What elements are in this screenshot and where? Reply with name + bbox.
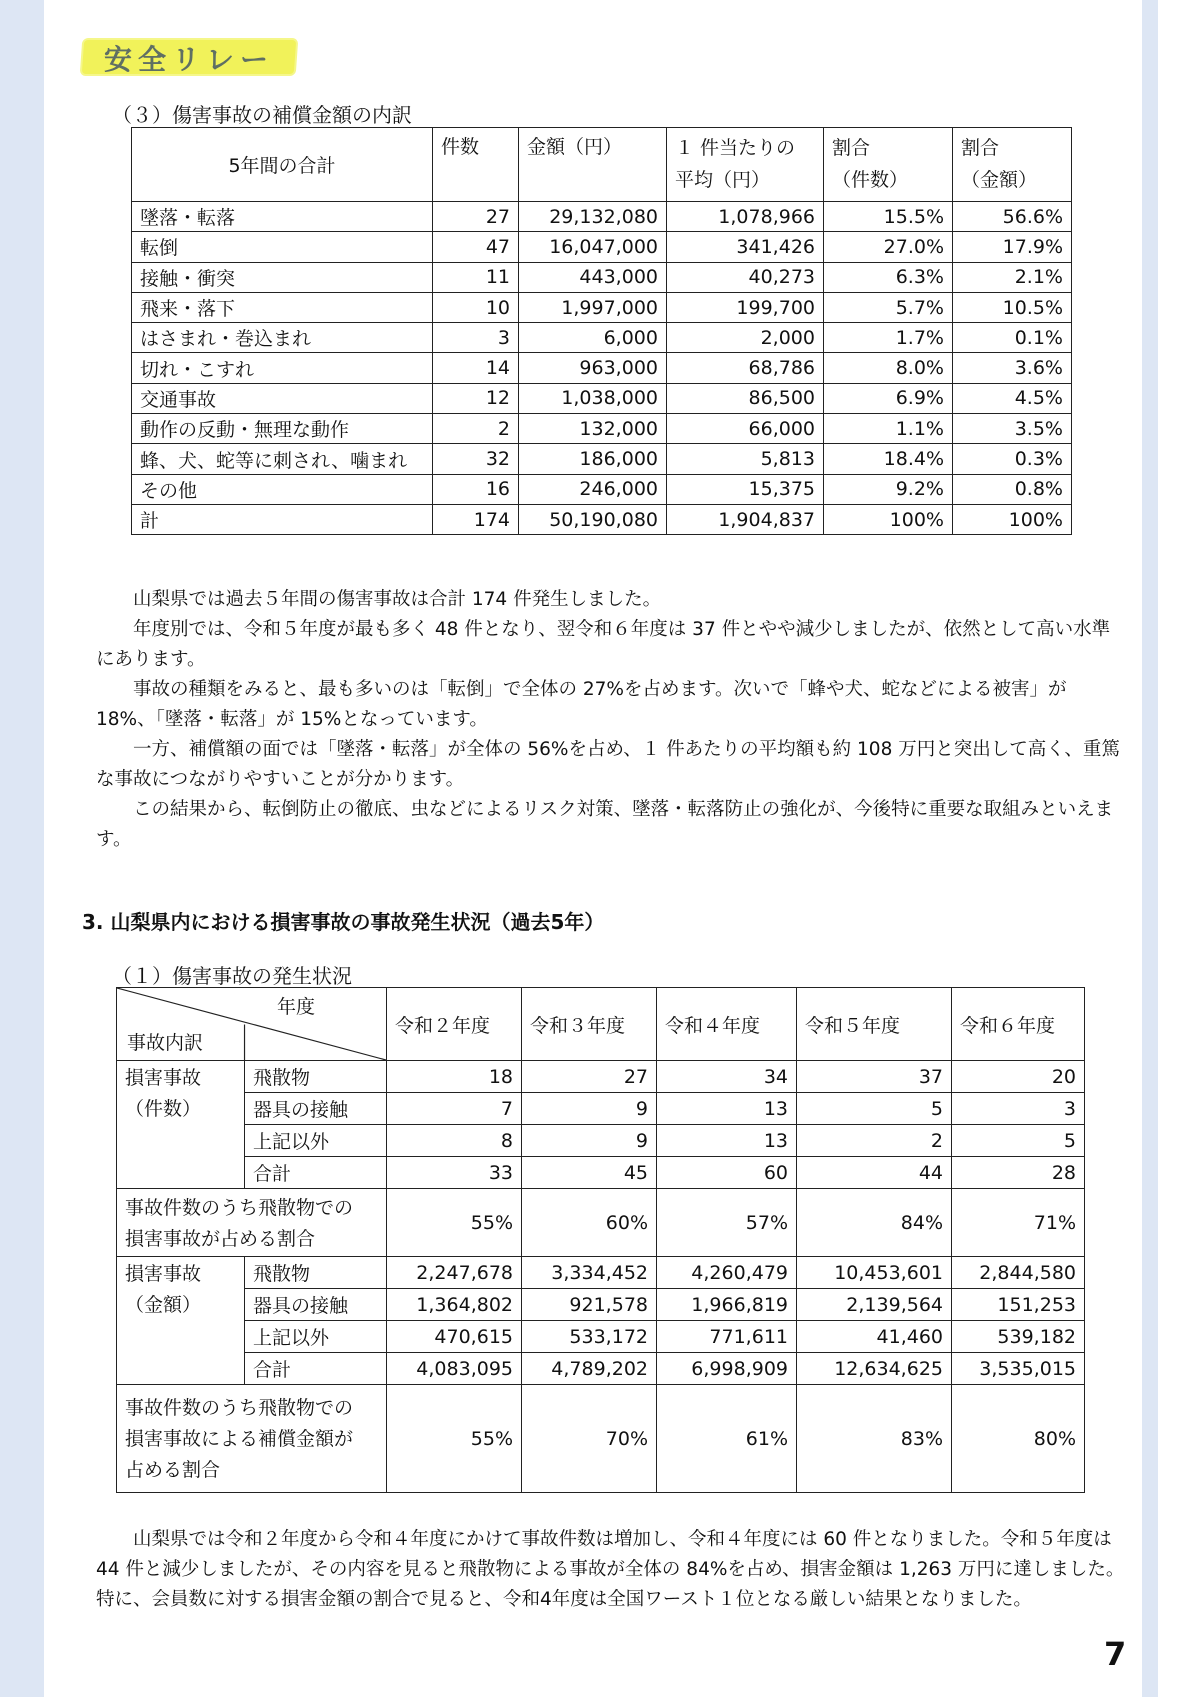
- right-margin-band: [1142, 0, 1158, 1697]
- table-cell: 0.8%: [953, 474, 1072, 504]
- table-cell: 1.1%: [824, 414, 953, 444]
- row-label: 切れ・こすれ: [132, 353, 433, 383]
- table-cell: 199,700: [667, 292, 824, 322]
- year-col-0: 令和２年度: [387, 988, 522, 1061]
- row-label: 上記以外: [245, 1321, 387, 1353]
- table-cell: 18: [387, 1061, 522, 1093]
- table-cell: 6,998,909: [657, 1353, 797, 1385]
- row-label: その他: [132, 474, 433, 504]
- compensation-breakdown-table: [131, 127, 1072, 535]
- row-label: 器具の接触: [245, 1289, 387, 1321]
- table-cell: 1,078,966: [667, 202, 824, 232]
- corner-year-label: 年度: [277, 996, 316, 1018]
- group-label: [117, 1385, 387, 1493]
- group-label-line: 損害事故: [125, 1067, 202, 1089]
- year-col-1: 令和３年度: [522, 988, 657, 1061]
- table-cell: 0.3%: [953, 444, 1072, 474]
- row-label: 合計: [245, 1353, 387, 1385]
- row-label: はさまれ・巻込まれ: [132, 323, 433, 353]
- table-row: [117, 1125, 1085, 1157]
- row-label: 飛散物: [245, 1061, 387, 1093]
- header-count: 件数: [433, 128, 519, 202]
- table-row: [117, 1321, 1085, 1353]
- table-cell: 539,182: [952, 1321, 1085, 1353]
- ratio-cell: 57%: [657, 1189, 797, 1257]
- table-cell: 1,966,819: [657, 1289, 797, 1321]
- table-cell: 18.4%: [824, 444, 953, 474]
- table1-header-row: [132, 128, 1072, 202]
- table-row: [117, 1353, 1085, 1385]
- table-cell: 3,334,452: [522, 1257, 657, 1289]
- table-cell: 6.9%: [824, 383, 953, 413]
- table-cell: 533,172: [522, 1321, 657, 1353]
- group-label-line: （件数）: [125, 1098, 202, 1120]
- group-label-line: 損害事故が占める割合: [125, 1227, 316, 1250]
- table-cell: 4.5%: [953, 383, 1072, 413]
- table-cell: 2: [433, 414, 519, 444]
- table-cell: 5.7%: [824, 292, 953, 322]
- table-cell: 2,247,678: [387, 1257, 522, 1289]
- corner-breakdown-label: 事故内訳: [127, 1032, 204, 1054]
- table-cell: 15.5%: [824, 202, 953, 232]
- ratio-row: [117, 1385, 1085, 1493]
- table-cell: 32: [433, 444, 519, 474]
- table-cell: 246,000: [519, 474, 667, 504]
- header-ratio-count: 割合 （件数）: [824, 128, 953, 202]
- table-cell: 12: [433, 383, 519, 413]
- table-cell: 2: [797, 1125, 952, 1157]
- table-cell: 470,615: [387, 1321, 522, 1353]
- section-title: 3. 山梨県内における損害事故の事故発生状況（過去5年）: [82, 910, 605, 934]
- table-cell: 27.0%: [824, 232, 953, 262]
- table-cell: 963,000: [519, 353, 667, 383]
- table-cell: 7: [387, 1093, 522, 1125]
- ratio-cell: 70%: [522, 1385, 657, 1493]
- table-cell: 2,844,580: [952, 1257, 1085, 1289]
- table-cell: 2.1%: [953, 262, 1072, 292]
- table-cell: 3.5%: [953, 414, 1072, 444]
- table-row: [132, 383, 1072, 413]
- ratio-cell: 55%: [387, 1189, 522, 1257]
- table-cell: 1,364,802: [387, 1289, 522, 1321]
- page-number: 7: [1104, 1635, 1127, 1673]
- table-cell: 100%: [953, 504, 1072, 534]
- row-label: 墜落・転落: [132, 202, 433, 232]
- table-cell: 5: [797, 1093, 952, 1125]
- group-label-line: 損害事故: [125, 1263, 202, 1285]
- group-label: [117, 1061, 245, 1189]
- table-cell: 15,375: [667, 474, 824, 504]
- table2-corner: [117, 988, 387, 1061]
- table-cell: 443,000: [519, 262, 667, 292]
- table-cell: 16,047,000: [519, 232, 667, 262]
- table-row: [132, 444, 1072, 474]
- group-label-line: 損害事故による補償金額が: [125, 1428, 354, 1450]
- summary-paragraph-2: 山梨県では令和２年度から令和４年度にかけて事故件数は増加し、令和４年度には 60 件となりました。令和５年度は 44 件と減少しましたが、その内容を見ると飛散物による事故が全体の 84%を占め、損害金額は 1,263 万円に達しました。特に、会員数に対する損害金額の割合で見ると、令和4年度は全国ワースト１位となる厳しい結果となりました。: [96, 1529, 1125, 1610]
- table-cell: 3: [433, 323, 519, 353]
- section-tag: 安全リレー: [104, 43, 275, 76]
- table-cell: 6,000: [519, 323, 667, 353]
- left-margin-band: [0, 0, 44, 1697]
- accident-status-table: [116, 987, 1085, 1493]
- table-cell: 56.6%: [953, 202, 1072, 232]
- table-row: [117, 1157, 1085, 1189]
- table-cell: 4,083,095: [387, 1353, 522, 1385]
- table-cell: 6.3%: [824, 262, 953, 292]
- table-cell: 41,460: [797, 1321, 952, 1353]
- table-cell: 13: [657, 1125, 797, 1157]
- table-cell: 2,000: [667, 323, 824, 353]
- table-cell: 44: [797, 1157, 952, 1189]
- table-cell: 10,453,601: [797, 1257, 952, 1289]
- ratio-cell: 71%: [952, 1189, 1085, 1257]
- table-cell: 27: [522, 1061, 657, 1093]
- group-label-line: 事故件数のうち飛散物での: [125, 1196, 354, 1219]
- table-cell: 29,132,080: [519, 202, 667, 232]
- table2-title: （１）傷害事故の発生状況: [112, 964, 352, 988]
- ratio-cell: 83%: [797, 1385, 952, 1493]
- table-row: [132, 323, 1072, 353]
- group-label-line: （金額）: [125, 1294, 202, 1316]
- table-cell: 8: [387, 1125, 522, 1157]
- table-cell: 921,578: [522, 1289, 657, 1321]
- table-cell: 20: [952, 1061, 1085, 1093]
- row-label: 接触・衝突: [132, 262, 433, 292]
- table-cell: 16: [433, 474, 519, 504]
- summary-paragraph-1: 山梨県では過去５年間の傷害事故は合計 174 件発生しました。 年度別では、令和５年度が最も多く 48 件となり、翌令和６年度は 37 件とやや減少しましたが、依然として高い水準にあります。 事故の種類をみると、最も多いのは「転倒」で全体の 27%を占めます。次いで「蜂や犬、蛇などによる被害」が 18%、「墜落・転落」が 15%となっています。 一方、補償額の面では「墜落・転落」が全体の 56%を占め、１ 件あたりの平均額も約 108 万円と突出して高く、重篤な事故につながりやすいことが分かります。 この結果から、転倒防止の徹底、虫などによるリスク対策、墜落・転落防止の強化が、今後特に重要な取組みといえます。: [96, 589, 1120, 850]
- ratio-cell: 84%: [797, 1189, 952, 1257]
- table-cell: 12,634,625: [797, 1353, 952, 1385]
- year-col-4: 令和６年度: [952, 988, 1085, 1061]
- table2-header-row: [117, 988, 1085, 1061]
- year-col-2: 令和４年度: [657, 988, 797, 1061]
- table-row: [117, 1093, 1085, 1125]
- table-cell: 3: [952, 1093, 1085, 1125]
- table-cell: 40,273: [667, 262, 824, 292]
- table-cell: 771,611: [657, 1321, 797, 1353]
- row-label: 合計: [245, 1157, 387, 1189]
- table-cell: 132,000: [519, 414, 667, 444]
- table-row: [132, 353, 1072, 383]
- table-cell: 50,190,080: [519, 504, 667, 534]
- row-label: 転倒: [132, 232, 433, 262]
- row-label: 動作の反動・無理な動作: [132, 414, 433, 444]
- table-cell: 68,786: [667, 353, 824, 383]
- table-cell: 1,038,000: [519, 383, 667, 413]
- table-cell: 27: [433, 202, 519, 232]
- table-cell: 341,426: [667, 232, 824, 262]
- table-cell: 34: [657, 1061, 797, 1093]
- table-cell: 60: [657, 1157, 797, 1189]
- row-label: 飛散物: [245, 1257, 387, 1289]
- table-cell: 100%: [824, 504, 953, 534]
- table-cell: 28: [952, 1157, 1085, 1189]
- table-row: [132, 292, 1072, 322]
- table-cell: 10.5%: [953, 292, 1072, 322]
- table-cell: 5,813: [667, 444, 824, 474]
- ratio-cell: 80%: [952, 1385, 1085, 1493]
- table-cell: 37: [797, 1061, 952, 1093]
- table-cell: 1,997,000: [519, 292, 667, 322]
- table-cell: 1.7%: [824, 323, 953, 353]
- group-label: [117, 1257, 245, 1385]
- row-label: 蜂、犬、蛇等に刺され、噛まれ: [132, 444, 433, 474]
- row-label: 交通事故: [132, 383, 433, 413]
- table-row: [132, 474, 1072, 504]
- ratio-cell: 55%: [387, 1385, 522, 1493]
- table-cell: 186,000: [519, 444, 667, 474]
- ratio-cell: 61%: [657, 1385, 797, 1493]
- table-cell: 10: [433, 292, 519, 322]
- table-cell: 9.2%: [824, 474, 953, 504]
- table-cell: 8.0%: [824, 353, 953, 383]
- table-cell: 86,500: [667, 383, 824, 413]
- table-cell: 11: [433, 262, 519, 292]
- table-row: [132, 414, 1072, 444]
- group-label-line: 占める割合: [125, 1459, 221, 1481]
- table-row: [132, 504, 1072, 534]
- table-row: [117, 1289, 1085, 1321]
- table-cell: 9: [522, 1125, 657, 1157]
- table-cell: 3,535,015: [952, 1353, 1085, 1385]
- table-cell: 4,789,202: [522, 1353, 657, 1385]
- group-label: [117, 1189, 387, 1257]
- header-amount: 金額（円）: [519, 128, 667, 202]
- ratio-cell: 60%: [522, 1189, 657, 1257]
- row-label: 器具の接触: [245, 1093, 387, 1125]
- row-label: 飛来・落下: [132, 292, 433, 322]
- row-label: 計: [132, 504, 433, 534]
- table-cell: 33: [387, 1157, 522, 1189]
- year-col-3: 令和５年度: [797, 988, 952, 1061]
- table-cell: 17.9%: [953, 232, 1072, 262]
- row-label: 上記以外: [245, 1125, 387, 1157]
- table-cell: 2,139,564: [797, 1289, 952, 1321]
- header-ratio-amount: 割合 （金額）: [953, 128, 1072, 202]
- table-cell: 1,904,837: [667, 504, 824, 534]
- table-row: [117, 1257, 1085, 1289]
- table-cell: 174: [433, 504, 519, 534]
- table-row: [132, 232, 1072, 262]
- table-cell: 13: [657, 1093, 797, 1125]
- table-row: [117, 1061, 1085, 1093]
- table-cell: 66,000: [667, 414, 824, 444]
- ratio-row: [117, 1189, 1085, 1257]
- table-cell: 4,260,479: [657, 1257, 797, 1289]
- table-cell: 9: [522, 1093, 657, 1125]
- table-cell: 0.1%: [953, 323, 1072, 353]
- header-average: １ 件当たりの 平均（円）: [667, 128, 824, 202]
- table1-title: （３）傷害事故の補償金額の内訳: [112, 103, 412, 127]
- table-row: [132, 262, 1072, 292]
- table-cell: 5: [952, 1125, 1085, 1157]
- table-cell: 14: [433, 353, 519, 383]
- table1-corner: 5年間の合計: [132, 128, 433, 202]
- table-cell: 3.6%: [953, 353, 1072, 383]
- group-label-line: 事故件数のうち飛散物での: [125, 1397, 354, 1419]
- table-row: [132, 202, 1072, 232]
- table-cell: 151,253: [952, 1289, 1085, 1321]
- table-cell: 45: [522, 1157, 657, 1189]
- table-cell: 47: [433, 232, 519, 262]
